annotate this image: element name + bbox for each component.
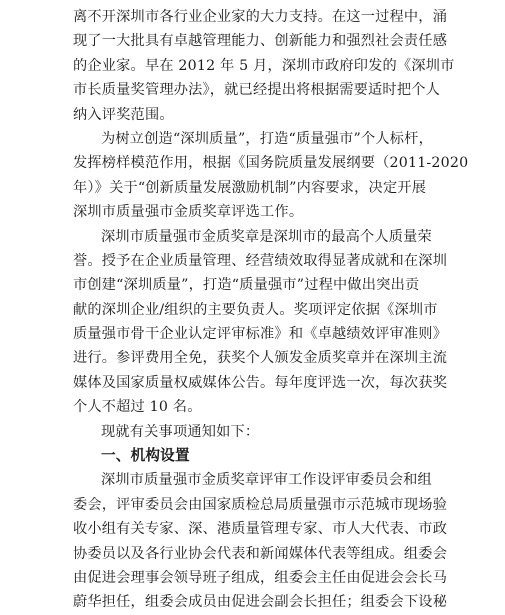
text-line: 的企业家。早在 2012 年 5 月，深圳市政府印发的《深圳市 xyxy=(73,57,455,74)
document-page xyxy=(73,5,469,615)
text-line: 蔚华担任，组委会成员由促进会副会长担任；组委会下设秘 xyxy=(73,594,448,611)
text-line: 深圳市质量强市金质奖章评审工作设评审委员会和组 xyxy=(101,472,432,489)
text-line: 由促进会理事会领导班子组成，组委会主任由促进会会长马 xyxy=(73,569,448,586)
text-line: 媒体及国家质量权威媒体公告。每年度评选一次，每次获奖 xyxy=(73,374,448,391)
text-line: 协委员以及各行业协会代表和新闻媒体代表等组成。组委会 xyxy=(73,545,448,562)
text-line: 纳入评奖范围。 xyxy=(73,106,174,123)
text-line: 委会，评审委员会由国家质检总局质量强市示范城市现场验 xyxy=(73,496,448,513)
text-line: 现了一大批具有卓越管理能力、创新能力和强烈社会责任感 xyxy=(73,33,448,50)
text-line: 市长质量奖管理办法》，就已经提出将根据需要适时把个人 xyxy=(73,82,440,99)
section-heading: 一、机构设置 xyxy=(101,447,190,465)
text-line: 深圳市质量强市金质奖章评选工作。 xyxy=(73,204,304,221)
text-line: 发挥榜样模范作用，根据《国务院质量发展纲要（2011-2020 xyxy=(73,155,469,172)
text-line: 质量强市骨干企业认定评审标准》和《卓越绩效评审准则》 xyxy=(73,326,448,343)
text-line: 现就有关事项通知如下： xyxy=(101,423,260,440)
text-line: 收小组有关专家、深、港质量管理专家、市人大代表、市政 xyxy=(73,521,448,538)
text-line: 为树立创造“深圳质量”，打造“质量强市”个人标杆， xyxy=(101,130,433,147)
text-line: 离不开深圳市各行业企业家的大力支持。在这一过程中，涌 xyxy=(73,9,448,25)
text-line: 个人不超过 10 名。 xyxy=(73,399,202,416)
text-line: 市创建“深圳质量”，打造“质量强市”过程中做出突出贡 xyxy=(73,277,420,294)
text-line: 献的深圳企业/组织的主要负责人。奖项评定依据《深圳市 xyxy=(73,301,438,318)
text-line: 誉。授予在企业质量管理、经营绩效取得显著成就和在深圳 xyxy=(73,252,448,269)
text-line: 年）》关于“创新质量发展激励机制”内容要求，决定开展 xyxy=(73,179,427,196)
text-line: 进行。参评费用全免，获奖个人颁发金质奖章并在深圳主流 xyxy=(73,350,448,367)
text-line: 深圳市质量强市金质奖章是深圳市的最高个人质量荣 xyxy=(101,228,432,245)
